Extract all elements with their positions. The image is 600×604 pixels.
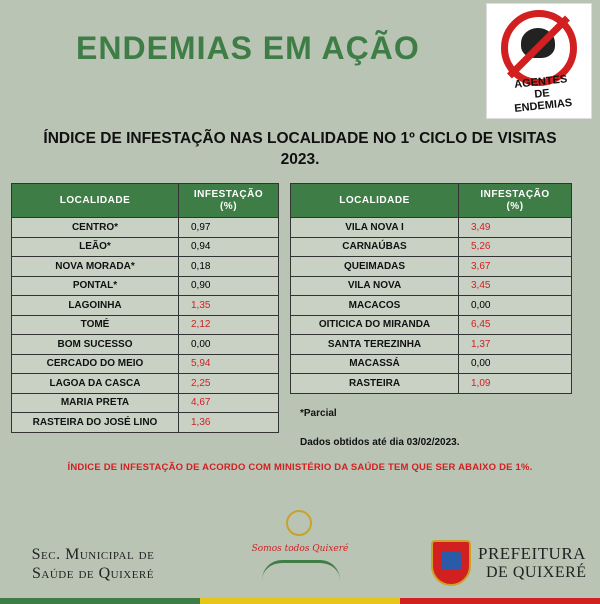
crest-shield xyxy=(441,552,461,570)
infestacao-cell: 0,00 xyxy=(179,335,279,355)
infestacao-cell: 6,45 xyxy=(459,315,572,335)
localidade-cell: CERCADO DO MEIO xyxy=(12,354,179,374)
infestacao-cell: 0,00 xyxy=(459,296,572,316)
infestacao-cell: 5,94 xyxy=(179,354,279,374)
footer-right-line-1: PREFEITURA xyxy=(478,544,586,563)
footer-stripe-green xyxy=(0,598,200,604)
coat-of-arms-icon xyxy=(431,540,471,586)
subtitle-line-2: 2023. xyxy=(280,151,320,168)
infestacao-cell: 4,67 xyxy=(179,393,279,413)
subtitle xyxy=(20,128,580,170)
infestacao-cell: 0,90 xyxy=(179,276,279,296)
localidade-cell: MARIA PRETA xyxy=(12,393,179,413)
table-row xyxy=(12,296,279,316)
localidade-cell: RASTEIRA xyxy=(291,374,459,394)
warning-text: ÍNDICE DE INFESTAÇÃO DE ACORDO COM MINISTÉRIO DA SAÚDE TEM QUE SER ABAIXO DE 1%. xyxy=(67,462,533,473)
infestacao-cell: 1,37 xyxy=(459,335,572,355)
infestacao-cell: 2,12 xyxy=(179,315,279,335)
infestacao-cell: 1,36 xyxy=(179,413,279,433)
table-header-row xyxy=(12,184,279,218)
header-infestacao: INFESTAÇÃO (%) xyxy=(179,184,279,218)
localidade-cell: TOMÉ xyxy=(12,315,179,335)
agentes-de-endemias-logo xyxy=(486,3,592,119)
infestacao-cell: 5,26 xyxy=(459,237,572,257)
localidade-cell: CENTRO* xyxy=(12,218,179,238)
header-localidade: LOCALIDADE xyxy=(291,184,459,218)
table-row xyxy=(291,354,572,374)
infestation-table-left xyxy=(11,183,279,433)
localidade-cell: CARNAÚBAS xyxy=(291,237,459,257)
page-title: ENDEMIAS EM AÇÃO xyxy=(76,30,420,66)
header-localidade: LOCALIDADE xyxy=(12,184,179,218)
localidade-cell: OITICICA DO MIRANDA xyxy=(291,315,459,335)
localidade-cell: MACASSÁ xyxy=(291,354,459,374)
somos-todos-quixere-logo xyxy=(250,508,350,588)
localidade-cell: SANTA TEREZINHA xyxy=(291,335,459,355)
subtitle-line-1: ÍNDICE DE INFESTAÇÃO NAS LOCALIDADE NO 1º CICLO DE VISITAS xyxy=(43,130,557,147)
localidade-cell: BOM SUCESSO xyxy=(12,335,179,355)
table-row xyxy=(12,237,279,257)
localidade-cell: LAGOINHA xyxy=(12,296,179,316)
localidade-cell: QUEIMADAS xyxy=(291,257,459,277)
table-row xyxy=(12,257,279,277)
table-header-row xyxy=(291,184,572,218)
table-row xyxy=(12,354,279,374)
table-row xyxy=(12,374,279,394)
infestacao-cell: 3,67 xyxy=(459,257,572,277)
infestacao-cell: 1,09 xyxy=(459,374,572,394)
footer-left-line-1: Sec. Municipal de xyxy=(31,546,155,563)
header-infestacao: INFESTAÇÃO (%) xyxy=(459,184,572,218)
table-body-right xyxy=(291,218,572,394)
localidade-cell: PONTAL* xyxy=(12,276,179,296)
table-row xyxy=(291,276,572,296)
infestacao-cell: 0,00 xyxy=(459,354,572,374)
infestacao-cell: 0,94 xyxy=(179,237,279,257)
infestacao-cell: 3,45 xyxy=(459,276,572,296)
table-row xyxy=(291,257,572,277)
infestacao-cell: 2,25 xyxy=(179,374,279,394)
infestation-table-right xyxy=(290,183,572,394)
note-parcial: *Parcial xyxy=(300,408,337,419)
badge-text: AGENTES DE ENDEMIAS xyxy=(513,73,573,115)
table-row xyxy=(12,218,279,238)
infestacao-cell: 0,18 xyxy=(179,257,279,277)
table-row xyxy=(291,218,572,238)
table-row xyxy=(12,335,279,355)
localidade-cell: LAGOA DA CASCA xyxy=(12,374,179,394)
note-data-date: Dados obtidos até dia 03/02/2023. xyxy=(300,437,460,448)
table-body-left xyxy=(12,218,279,433)
table-row xyxy=(291,296,572,316)
infestacao-cell: 1,35 xyxy=(179,296,279,316)
localidade-cell: VILA NOVA xyxy=(291,276,459,296)
localidade-cell: RASTEIRA DO JOSÉ LINO xyxy=(12,413,179,433)
table-row xyxy=(12,393,279,413)
infestacao-cell: 3,49 xyxy=(459,218,572,238)
table-row xyxy=(291,335,572,355)
footer-stripe-red xyxy=(400,598,600,604)
footer-right-line-2: DE QUIXERÉ xyxy=(486,564,587,581)
footer-left-line-2: Saúde de Quixeré xyxy=(32,565,154,582)
localidade-cell: LEÃO* xyxy=(12,237,179,257)
table-row xyxy=(12,315,279,335)
localidade-cell: NOVA MORADA* xyxy=(12,257,179,277)
bridge-icon xyxy=(262,560,340,580)
prefeitura-logo-text xyxy=(478,544,588,582)
infestacao-cell: 0,97 xyxy=(179,218,279,238)
localidade-cell: MACACOS xyxy=(291,296,459,316)
sun-icon xyxy=(286,510,312,536)
localidade-cell: VILA NOVA I xyxy=(291,218,459,238)
table-row xyxy=(12,413,279,433)
slogan: Somos todos Quixeré xyxy=(251,544,349,554)
table-row xyxy=(291,374,572,394)
table-row xyxy=(291,237,572,257)
table-row xyxy=(12,276,279,296)
footer-stripe-yellow xyxy=(200,598,400,604)
table-row xyxy=(291,315,572,335)
sec-municipal-saude-logo xyxy=(18,545,168,583)
